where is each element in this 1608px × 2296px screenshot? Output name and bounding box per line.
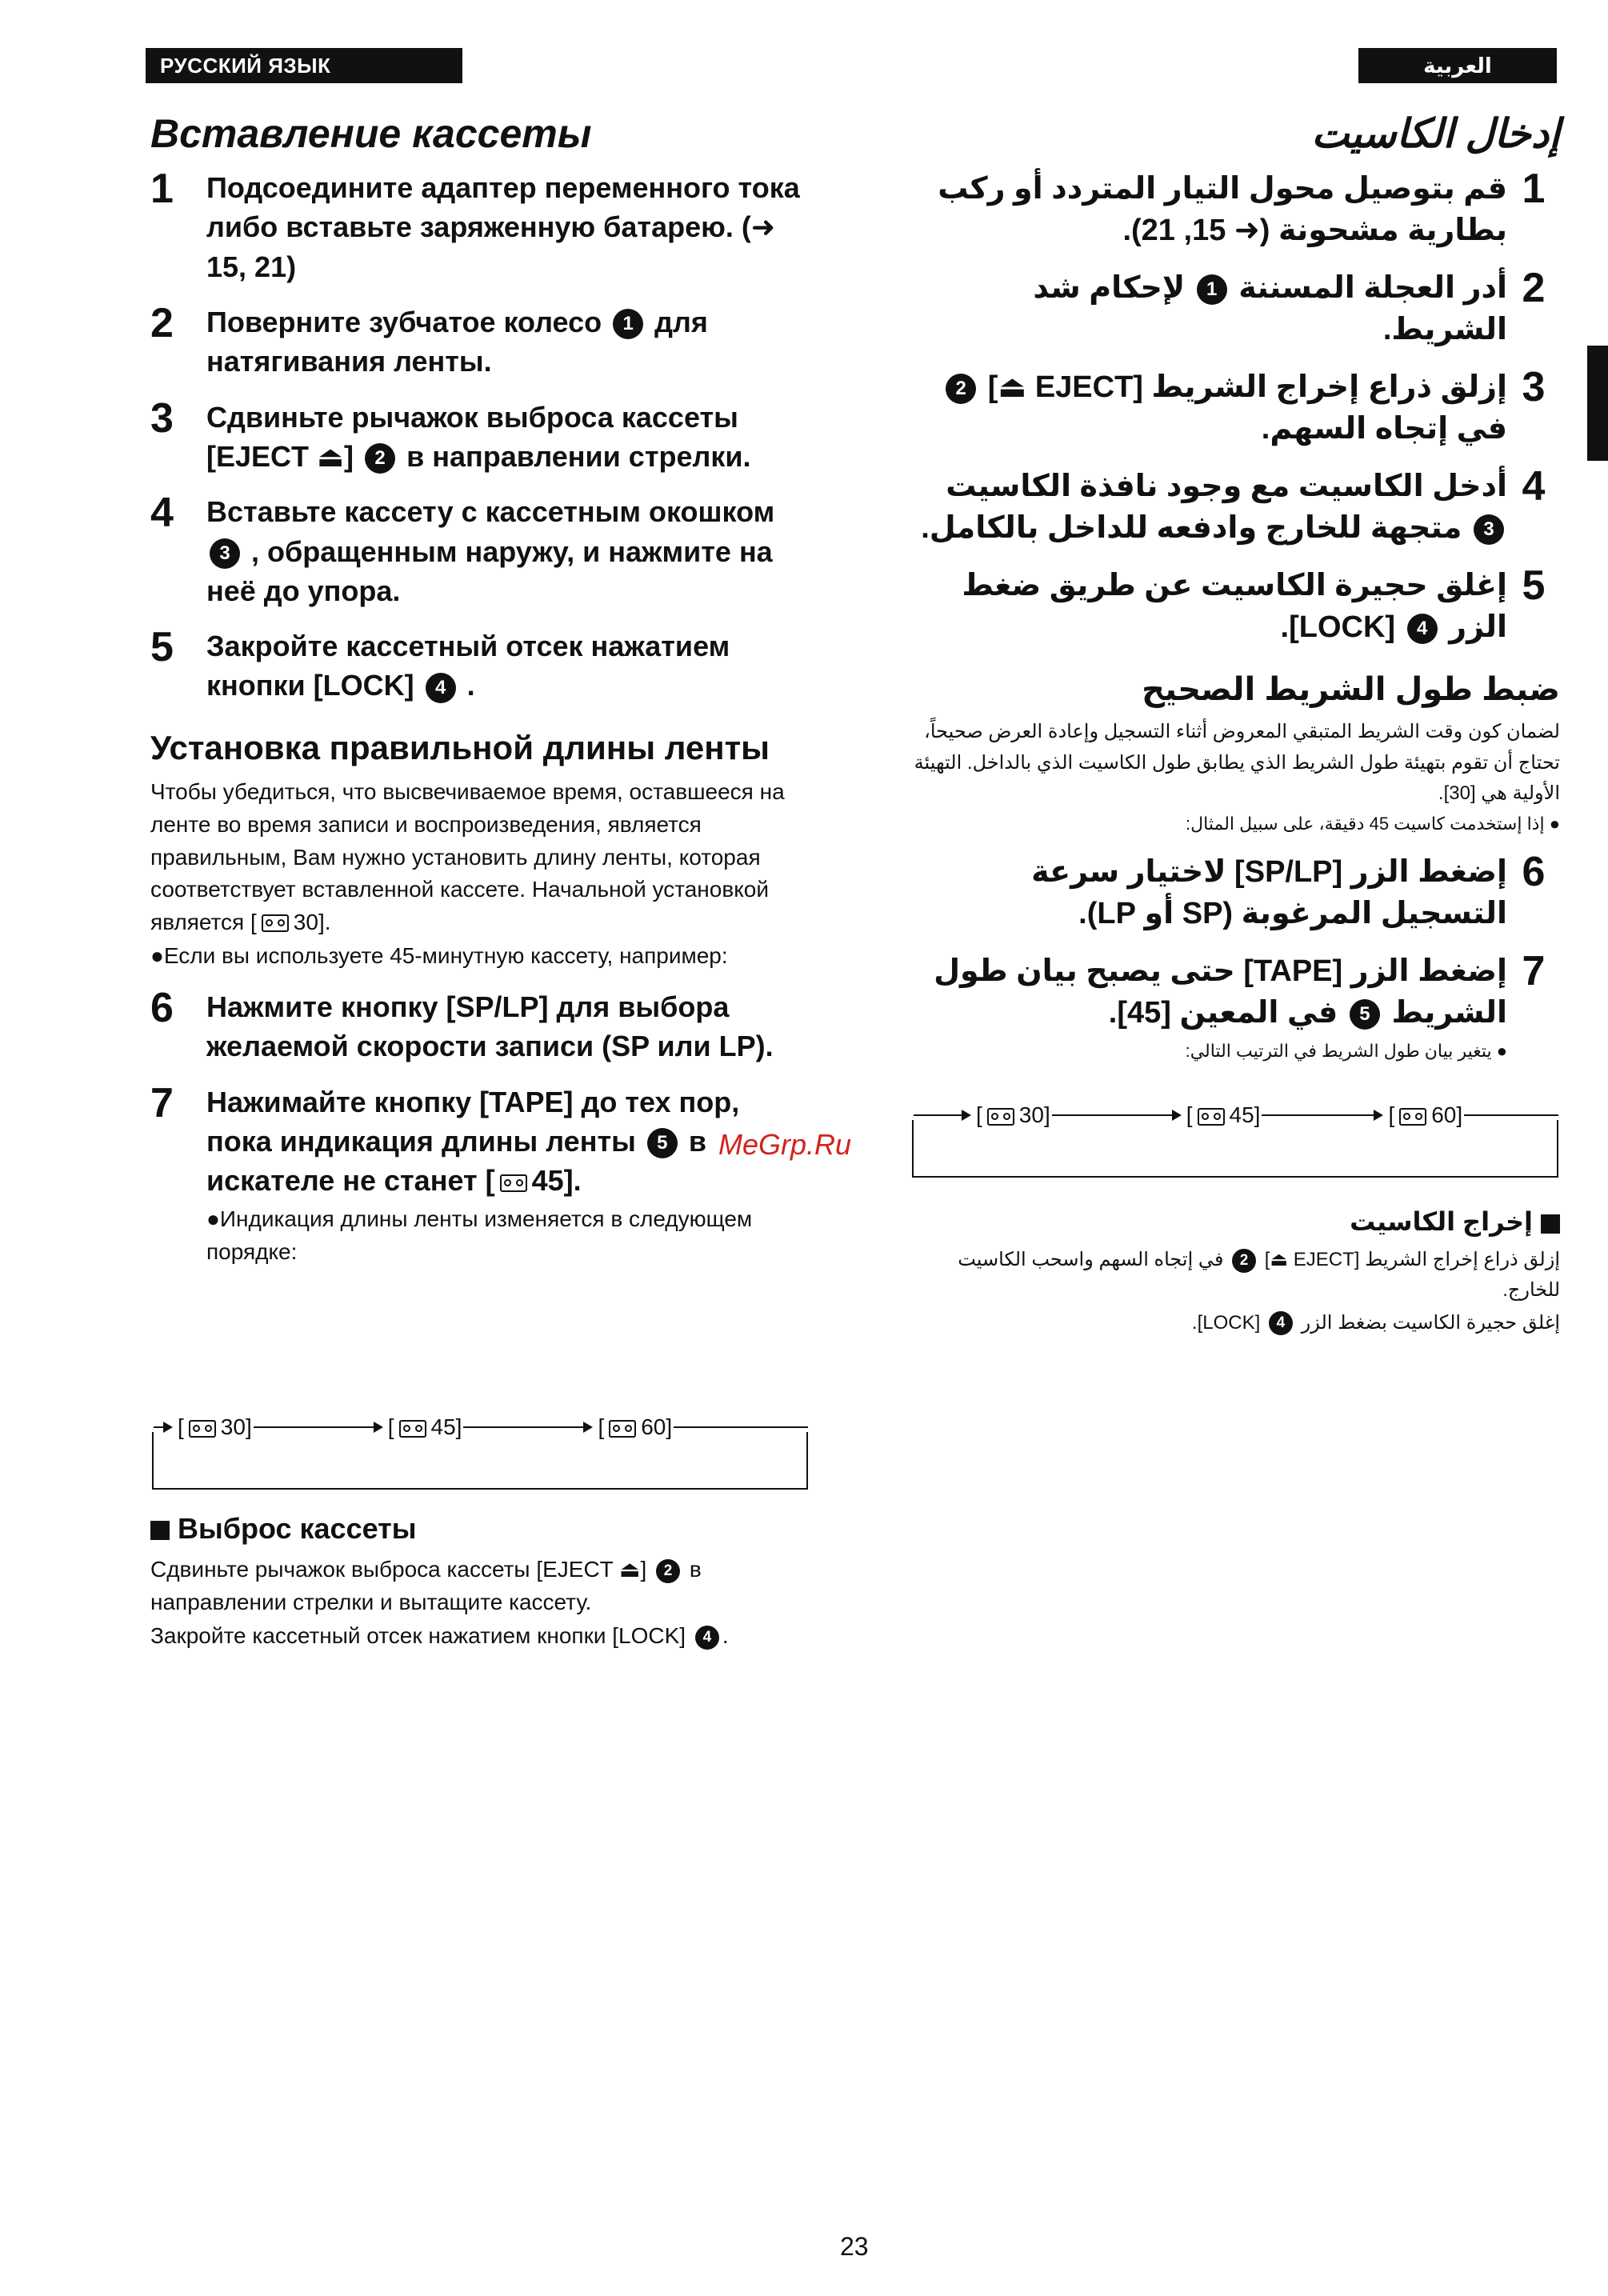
ar-step-number: 3 [1522, 364, 1546, 411]
ar-step-text-pre: إضغط الزر [TAPE] حتى يصبح بيان طول الشريط [934, 954, 1507, 1030]
arrow-right-icon [163, 1422, 173, 1433]
ar-seq-value: 30 [1018, 1102, 1044, 1127]
ru-step-text-pre: Поверните зубчатое колесо [206, 305, 602, 338]
ru-length-body-post: ]. [318, 909, 331, 934]
ru-step-text: Нажмите кнопку [SP/LP] для выбора желаемой скорости записи (SP или LP). [206, 990, 774, 1063]
ru-step-3 [150, 394, 806, 477]
language-tag-arabic: العربية [1358, 48, 1557, 83]
ru-step-number: 3 [150, 394, 174, 442]
ar-tape-length-sequence [912, 1102, 1558, 1178]
ar-step-text [912, 950, 1507, 1034]
tape-icon [262, 914, 289, 932]
callout-2-icon: 2 [946, 374, 976, 404]
section-edge-tab [1587, 346, 1608, 461]
ar-step-number: 5 [1522, 562, 1546, 610]
ru-length-body-val: 30 [293, 909, 318, 934]
callout-2-icon: 2 [656, 1559, 680, 1583]
ar-step-text [912, 466, 1507, 549]
ar-seq-item: [ 30] [976, 1102, 1050, 1127]
ru-step-text: Подсоедините адаптер переменного тока либо вставьте заряженную батарею. (➜ 15, 21) [206, 171, 800, 283]
ar-step-text-post: لإحكام شد الشريط. [1033, 271, 1507, 347]
tape-icon [1198, 1108, 1225, 1126]
ar-step-number: 6 [1522, 848, 1546, 895]
language-tag-russian: РУССКИЙ ЯЗЫК [146, 48, 462, 83]
ru-eject-p2-post: . [722, 1623, 729, 1649]
arrow-right-icon [374, 1422, 383, 1433]
ru-step-2 [150, 299, 806, 382]
tape-icon [987, 1108, 1014, 1126]
ru-step-number: 6 [150, 984, 174, 1031]
ar-step-text: قم بتوصيل محول التيار المتردد أو ركب بطارية مشحونة (➜ 15, 21). [938, 172, 1507, 248]
ar-eject-p2-pre: إغلق حجيرة الكاسيت بضغط الزر [1301, 1311, 1560, 1334]
tape-icon [399, 1420, 426, 1438]
ru-eject-p1-post: в направлении стрелки и вытащите кассету. [150, 1557, 702, 1614]
ar-step-number: 4 [1522, 463, 1546, 510]
ar-title: إدخال الكاسيت [1311, 111, 1560, 156]
ru-step-text-pre: Сдвиньте рычажок выброса кассеты [EJECT ⏏] [206, 400, 738, 473]
ar-eject-p2-post: [LOCK]. [1191, 1311, 1261, 1334]
tape-icon [189, 1420, 216, 1438]
ru-step-text [206, 1082, 806, 1201]
ar-step-text [912, 565, 1507, 648]
ar-step-7-note: ● يتغير بيان طول الشريط في الترتيب التالي: [1185, 1040, 1507, 1061]
ru-step-text-post: ]. [563, 1164, 582, 1198]
ru-eject-title [150, 1512, 806, 1546]
tape-icon [500, 1174, 527, 1192]
ru-eject-section [150, 1512, 806, 1654]
ru-seq-item: [ 60] [598, 1414, 673, 1439]
ar-step-number: 7 [1522, 947, 1546, 994]
callout-2-icon: 2 [1232, 1249, 1256, 1273]
ar-eject-paragraph-2 [912, 1308, 1560, 1338]
ar-step-text-post: في المعين [45]. [1108, 995, 1338, 1030]
ar-step-text-pre: إغلق حجيرة الكاسيت عن طريق ضغط الزر [962, 569, 1507, 645]
ru-step-number: 2 [150, 299, 174, 346]
ar-step-1 [912, 168, 1560, 251]
ar-step-text: إضغط الزر [SP/LP] لاختيار سرعة التسجيل المرغوبة (SP أو LP). [1031, 854, 1507, 930]
callout-2-icon: 2 [365, 443, 395, 474]
ru-step-6 [150, 984, 806, 1066]
ar-eject-section [912, 1206, 1560, 1340]
ru-length-body-pre: Чтобы убедиться, что высвечиваемое время, оставшееся на ленте во время записи и воспроизведения, является правильным, Вам нужно установить длину ленты, которая соответствует вставленной кассете. Начальной установкой является [ [150, 779, 785, 934]
ar-step-number: 2 [1522, 265, 1546, 312]
ru-step-text-pre: Закройте кассетный отсек нажатием кнопки [LOCK] [206, 630, 730, 702]
callout-4-icon: 4 [426, 673, 456, 703]
ar-eject-title [912, 1206, 1560, 1237]
ru-seq-value: 30 [220, 1414, 246, 1439]
ar-length-title: ضبط طول الشريط الصحيح [1142, 672, 1560, 708]
ar-seq-value: 45 [1229, 1102, 1254, 1127]
ru-length-title: Установка правильной длины ленты [150, 728, 770, 766]
ru-step-7 [150, 1079, 806, 1269]
ru-step-1 [150, 168, 806, 286]
ru-step-text-val: 45 [531, 1164, 564, 1198]
callout-5-icon: 5 [1350, 999, 1380, 1030]
ar-step-text [912, 267, 1507, 350]
arabic-column [912, 110, 1560, 1094]
ru-step-number: 1 [150, 166, 174, 212]
ar-step-7 [912, 947, 1560, 1078]
ru-sequence-row [154, 1414, 808, 1440]
ar-eject-p1-pre: إزلق ذراع إخراج الشريط [EJECT ⏏] [1264, 1249, 1560, 1270]
ar-eject-p1-post: في إتجاه السهم واسحب الكاسيت للخارج. [958, 1249, 1560, 1302]
square-bullet-icon [1541, 1214, 1560, 1234]
callout-3-icon: 3 [1474, 514, 1504, 545]
ru-eject-p1-pre: Сдвиньте рычажок выброса кассеты [EJECT ⏏] [150, 1557, 647, 1582]
ru-length-body [150, 776, 806, 938]
arrow-right-icon [583, 1422, 593, 1433]
ru-step-text-post: , обращенным наружу, и нажмите на неё до упора. [206, 534, 773, 607]
ru-step-7-body [206, 1082, 806, 1269]
ar-step-text-pre: أدر العجلة المسننة [1238, 271, 1507, 306]
ar-step-7-body [912, 950, 1507, 1078]
ar-seq-item: [ 45] [1186, 1102, 1261, 1127]
ar-sequence-row [914, 1102, 1558, 1128]
ru-step-5 [150, 626, 806, 706]
ru-step-4 [150, 492, 806, 610]
arrow-right-icon [962, 1110, 971, 1121]
ru-step-text [206, 626, 806, 706]
ar-length-body: لضمان كون وقت الشريط المتبقي المعروض أثناء التسجيل وإعادة العرض صحيحاً، تحتاج أن تقوم بتهيئة طول الشريط الذي يطابق طول الكاسيت الذي بالداخل. التهيئة الأولية هي [30]. [914, 721, 1560, 805]
ru-eject-title-text: Выброс кассеты [178, 1512, 417, 1545]
callout-4-icon: 4 [1407, 614, 1438, 644]
ar-step-3 [912, 366, 1560, 450]
ar-step-2 [912, 267, 1560, 350]
ru-step-number: 5 [150, 624, 174, 671]
ar-eject-paragraph-1 [912, 1245, 1560, 1306]
ru-title: Вставление кассеты [150, 111, 592, 156]
ru-step-text [206, 492, 806, 610]
ar-seq-value: 60 [1431, 1102, 1457, 1127]
ru-step-text-post: в направлении стрелки. [406, 439, 751, 473]
ru-step-7-note: ●Индикация длины ленты изменяется в следующем порядке: [206, 1206, 753, 1265]
ru-tape-length-sequence [152, 1414, 808, 1490]
callout-4-icon: 4 [695, 1626, 719, 1650]
square-bullet-icon [150, 1521, 170, 1540]
callout-4-icon: 4 [1269, 1311, 1293, 1335]
ru-step-text-post: . [466, 669, 475, 702]
ar-step-text [912, 366, 1507, 450]
ru-eject-p2-pre: Закройте кассетный отсек нажатием кнопки [LOCK] [150, 1623, 686, 1649]
ru-step-text [206, 302, 806, 382]
arrow-right-icon [1374, 1110, 1383, 1121]
tape-icon [1399, 1108, 1426, 1126]
ru-step-text-mid: в искателе не станет [ [206, 1124, 706, 1198]
ru-step-text-pre: Нажимайте кнопку [TAPE] до тех пор, пока индикация длины ленты [206, 1085, 740, 1158]
ru-eject-paragraph-2 [150, 1620, 806, 1653]
ar-step-number: 1 [1522, 166, 1546, 212]
ru-step-text-pre: Вставьте кассету с кассетным окошком [206, 495, 775, 529]
ar-step-6 [912, 848, 1560, 934]
ru-eject-paragraph-1 [150, 1554, 806, 1618]
ar-step-text-post: متجهة للخارج وادفعه للداخل بالكامل. [921, 511, 1462, 546]
ru-step-number: 4 [150, 490, 174, 537]
callout-3-icon: 3 [210, 538, 240, 569]
russian-column [150, 110, 806, 1285]
tape-icon [609, 1420, 636, 1438]
ru-seq-item: [ 30] [178, 1414, 252, 1439]
ar-eject-title-text: إخراج الكاسيت [1350, 1207, 1533, 1236]
callout-5-icon: 5 [647, 1128, 678, 1158]
ru-seq-value: 45 [430, 1414, 456, 1439]
ru-step-text-post: для натягивания ленты. [206, 305, 708, 378]
watermark: MeGrp.Ru [718, 1128, 852, 1161]
ar-step-4 [912, 463, 1560, 549]
ar-seq-item: [ 60] [1388, 1102, 1463, 1127]
ar-step-text-pre: إزلق ذراع إخراج الشريط [EJECT ⏏] [987, 370, 1507, 405]
ru-seq-value: 60 [641, 1414, 666, 1439]
ru-step-number: 7 [150, 1079, 174, 1126]
ar-step-text-pre: أدخل الكاسيت مع وجود نافذة الكاسيت [946, 470, 1507, 504]
callout-1-icon: 1 [1197, 274, 1227, 305]
ru-bullet-45: ●Если вы используете 45-минутную кассету, например: [150, 943, 728, 969]
ru-step-text [206, 398, 806, 477]
callout-1-icon: 1 [613, 309, 643, 339]
ar-step-text-post: في إتجاه السهم. [1261, 412, 1507, 446]
ar-bullet-45: ● إذا إستخدمت كاسيت 45 دقيقة، على سبيل المثال: [1186, 813, 1560, 834]
ar-step-5 [912, 562, 1560, 648]
ru-seq-item: [ 45] [387, 1414, 462, 1439]
page-number: 23 [840, 2232, 869, 2261]
ar-step-text-post: [LOCK]. [1280, 610, 1396, 645]
arrow-right-icon [1172, 1110, 1182, 1121]
